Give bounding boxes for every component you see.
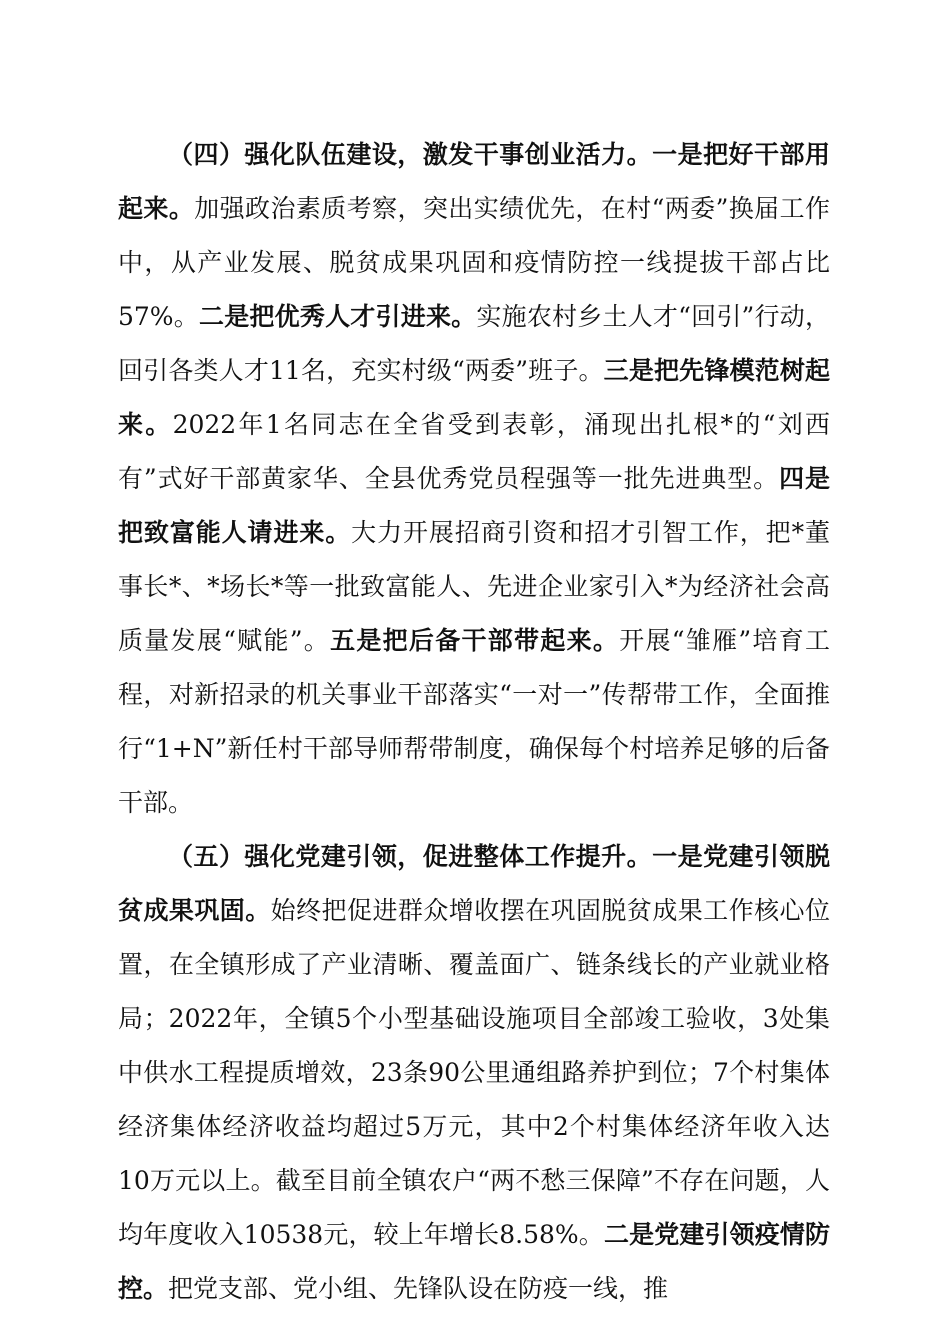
point-heading: 二是党建引领疫情防控。 bbox=[118, 1220, 830, 1303]
document-body bbox=[118, 128, 830, 1316]
body-text: 开展“雏雁”培育工程，对新招录的机关事业干部落实“一对一”传帮带工作，全面推行“1+N”新任村干部导师帮带制度，确保每个村培养足够的后备干部。 bbox=[118, 626, 830, 817]
point-heading: 一是把好干部用起来。 bbox=[118, 140, 830, 223]
section-heading-4: （四）强化队伍建设，激发干事创业活力。 bbox=[168, 140, 653, 169]
point-heading: 二是把优秀人才引进来。 bbox=[199, 302, 477, 331]
point-heading: 一是党建引领脱贫成果巩固。 bbox=[118, 842, 830, 925]
body-text: 实施农村乡土人才“回引”行动，回引各类人才11名，充实村级“两委”班子。 bbox=[118, 302, 830, 385]
paragraph-party-building bbox=[118, 830, 830, 1316]
body-text: 把党支部、党小组、先锋队设在防疫一线，推 bbox=[168, 1274, 669, 1303]
body-text: 2022年1名同志在全省受到表彰，涌现出扎根*的“刘西有”式好干部黄家华、全县优秀党员程强等一批先进典型。 bbox=[118, 410, 830, 493]
section-heading-5: （五）强化党建引领，促进整体工作提升。 bbox=[168, 842, 653, 871]
body-text: 大力开展招商引资和招才引智工作，把*董事长*、*场长*等一批致富能人、先进企业家引入*为经济社会高质量发展“赋能”。 bbox=[118, 518, 830, 655]
body-text: 始终把促进群众增收摆在巩固脱贫成果工作核心位置，在全镇形成了产业清晰、覆盖面广、链条线长的产业就业格局；2022年，全镇5个小型基础设施项目全部竣工验收，3处集中供水工程提质增效，23条90公里通组路养护到位；7个村集体经济集体经济收益均超过5万元，其中2个村集体经济年收入达10万元以上。截至目前全镇农户“两不愁三保障”不存在问题，人均年度收入10538元，较上年增长8.58%。 bbox=[118, 896, 830, 1249]
point-heading: 四是把致富能人请进来。 bbox=[118, 464, 830, 547]
point-heading: 五是把后备干部带起来。 bbox=[330, 626, 620, 655]
body-text: 加强政治素质考察，突出实绩优先，在村“两委”换届工作中，从产业发展、脱贫成果巩固和疫情防控一线提拔干部占比57%。 bbox=[118, 194, 830, 331]
point-heading: 三是把先锋模范树起来。 bbox=[118, 356, 830, 439]
paragraph-team-building bbox=[118, 128, 830, 830]
